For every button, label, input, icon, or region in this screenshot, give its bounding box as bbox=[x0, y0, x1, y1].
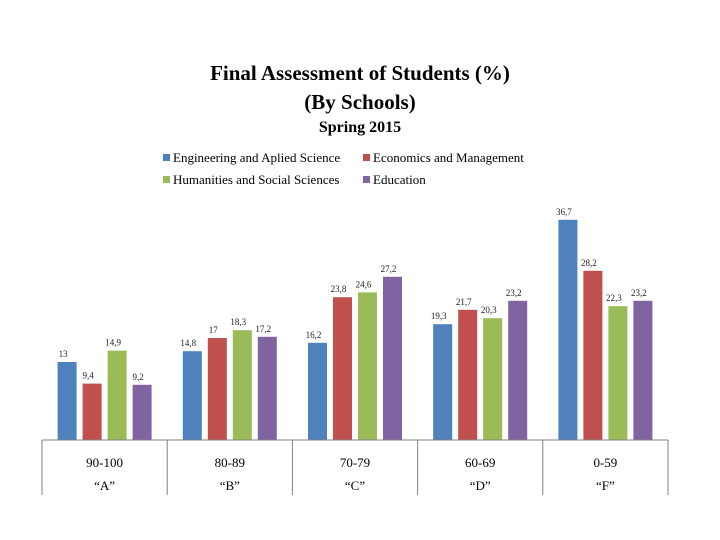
value-label-s1-c3: 21,7 bbox=[455, 296, 472, 307]
bar-s3-c3 bbox=[508, 301, 527, 440]
category-label-1: 80-89 bbox=[214, 455, 245, 470]
value-label-s0-c0: 13 bbox=[58, 349, 68, 359]
value-label-s2-c2: 24,6 bbox=[355, 279, 372, 290]
value-label-s0-c4: 36,7 bbox=[556, 206, 572, 217]
value-label-s2-c1: 18,3 bbox=[230, 317, 247, 328]
category-label-0: 90-100 bbox=[86, 455, 124, 470]
category-label-4: 0-59 bbox=[593, 455, 618, 470]
bar-s1-c1 bbox=[208, 338, 227, 440]
grade-label-3: “D” bbox=[469, 478, 491, 493]
bar-s1-c4 bbox=[583, 271, 602, 440]
chart-title: Final Assessment of Students (%) bbox=[210, 61, 510, 85]
bar-s0-c4 bbox=[558, 220, 577, 440]
category-label-3: 60-69 bbox=[465, 455, 496, 470]
bar-s3-c1 bbox=[258, 337, 277, 440]
value-label-s2-c3: 20,3 bbox=[480, 305, 497, 316]
value-label-s3-c1: 17,2 bbox=[255, 323, 272, 334]
bar-s2-c1 bbox=[233, 330, 252, 440]
legend-label-humanities: Humanities and Social Sciences bbox=[173, 172, 340, 187]
bars-group bbox=[58, 220, 653, 440]
bar-s1-c2 bbox=[333, 297, 352, 440]
bar-s0-c3 bbox=[433, 324, 452, 440]
bar-s3-c2 bbox=[383, 277, 402, 440]
grade-label-4: “F” bbox=[596, 478, 615, 493]
bar-s0-c1 bbox=[183, 351, 202, 440]
value-label-s1-c2: 23,8 bbox=[330, 284, 347, 295]
value-label-s1-c1: 17 bbox=[208, 325, 218, 335]
bar-s2-c4 bbox=[608, 306, 627, 440]
bar-s1-c3 bbox=[458, 310, 477, 440]
bar-s3-c0 bbox=[133, 385, 152, 440]
grade-label-2: “C” bbox=[344, 478, 366, 493]
value-label-s3-c4: 23,2 bbox=[631, 287, 647, 298]
value-label-s1-c4: 28,2 bbox=[581, 257, 597, 268]
value-label-s3-c0: 9,2 bbox=[132, 371, 144, 382]
bar-s0-c2 bbox=[308, 343, 327, 440]
legend-label-education: Education bbox=[373, 172, 426, 187]
chart-subtitle-term: Spring 2015 bbox=[318, 119, 402, 136]
value-label-s2-c0: 14,9 bbox=[105, 337, 121, 348]
bar-s3-c4 bbox=[633, 301, 652, 440]
bar-s2-c2 bbox=[358, 292, 377, 440]
bar-s2-c0 bbox=[108, 351, 127, 440]
grade-label-0: “A” bbox=[94, 478, 116, 493]
chart-subtitle: (By Schools) bbox=[304, 90, 416, 114]
legend-label-economics: Economics and Management bbox=[373, 150, 524, 165]
value-label-s0-c2: 16,2 bbox=[305, 329, 322, 340]
value-label-s0-c3: 19,3 bbox=[430, 311, 447, 322]
bar-s1-c0 bbox=[83, 384, 102, 440]
bar-s0-c0 bbox=[58, 362, 77, 440]
value-label-s1-c0: 9,4 bbox=[82, 370, 94, 381]
category-labels-group bbox=[86, 455, 617, 493]
value-label-s3-c3: 23,2 bbox=[505, 287, 522, 298]
value-label-s0-c1: 14,8 bbox=[180, 338, 197, 349]
category-label-2: 70-79 bbox=[339, 455, 371, 470]
legend-label-engineering: Engineering and Aplied Science bbox=[173, 150, 341, 165]
value-label-s3-c2: 27,2 bbox=[380, 263, 397, 274]
grade-label-1: “B” bbox=[219, 478, 240, 493]
value-label-s2-c4: 22,3 bbox=[606, 293, 622, 304]
bar-s2-c3 bbox=[483, 318, 502, 440]
